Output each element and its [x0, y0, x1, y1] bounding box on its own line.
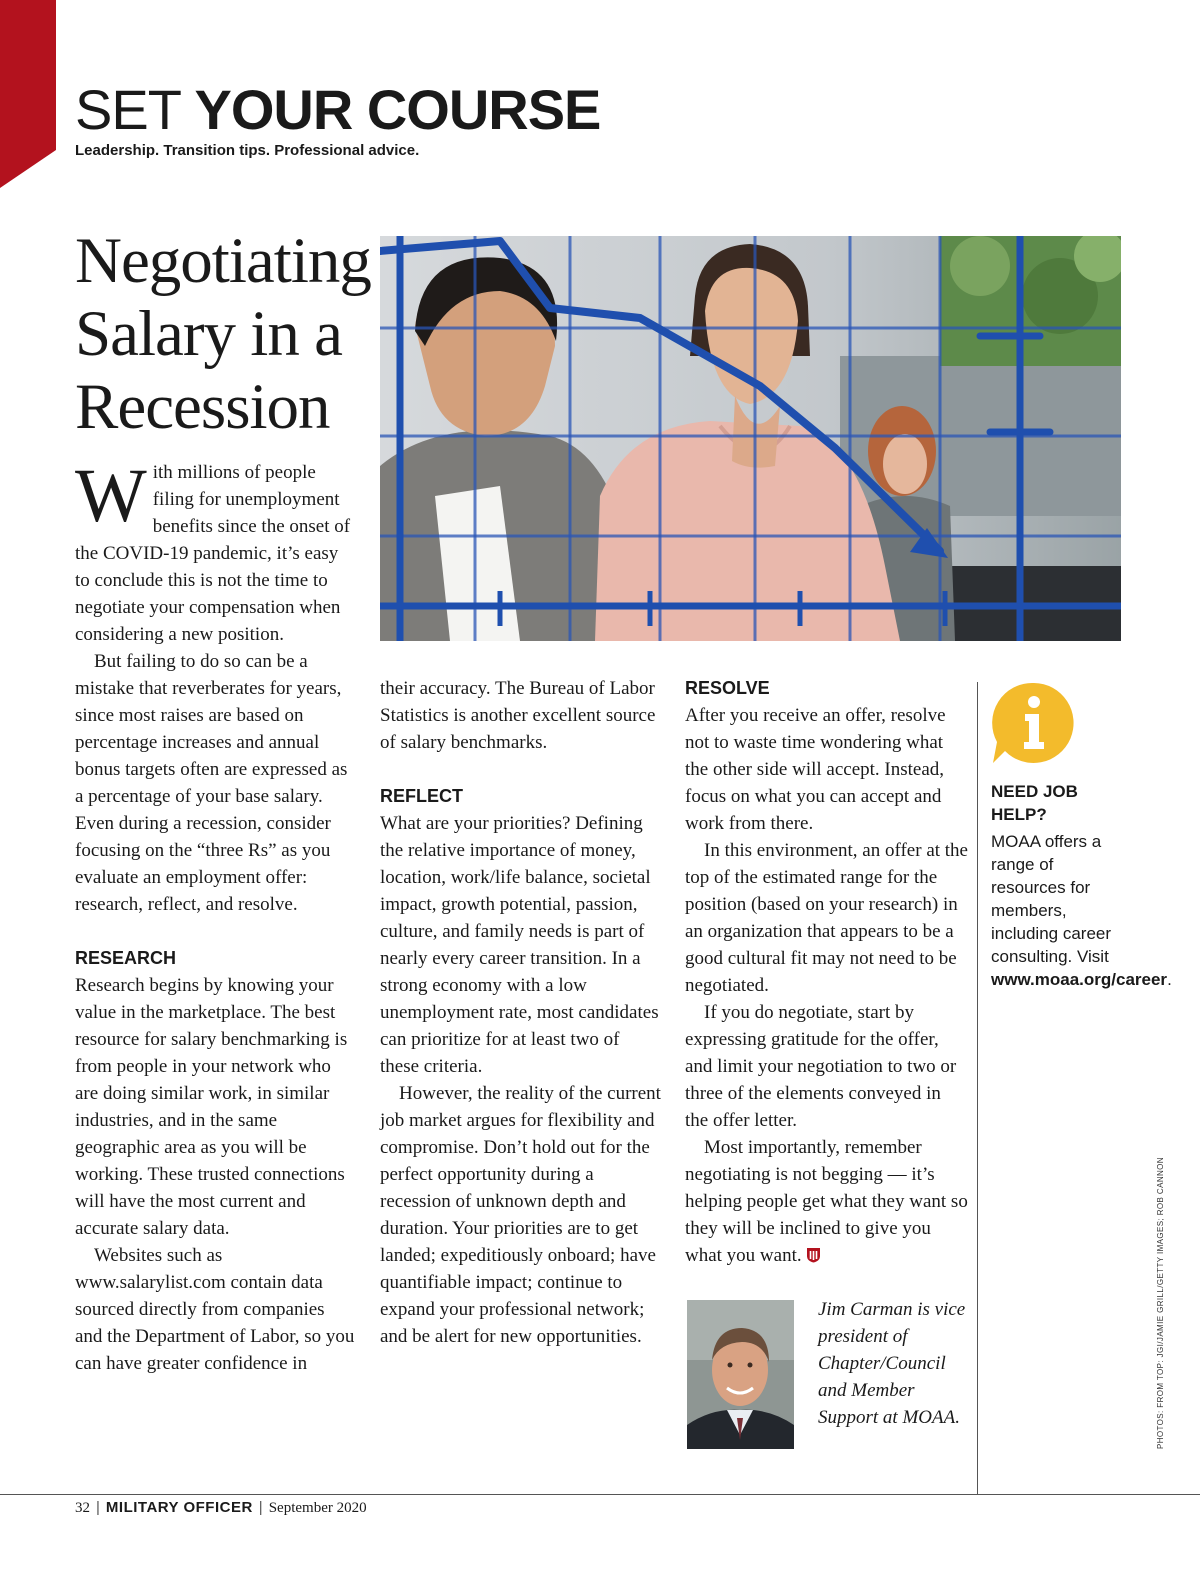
info-icon: [991, 680, 1077, 766]
section-title-light: SET: [75, 78, 180, 141]
sidebar-divider: [977, 682, 978, 1494]
section-subtitle: Leadership. Transition tips. Professional advice.: [75, 142, 420, 159]
sidebar-text: MOAA offers a range of resources for members, including career consulting. Visit: [991, 832, 1112, 966]
office-chart-photo: [380, 236, 1121, 641]
end-mark-icon: [806, 1247, 821, 1263]
intro-text: ith millions of people filing for unemployment benefits since the onset of the COVID-19 pandemic, it’s easy to conclude this is not the time to negotiate your compensation when considering a new position.: [75, 462, 351, 645]
drop-cap: W: [75, 454, 147, 538]
sidebar-body: [991, 830, 1172, 991]
paragraph-resolve-3: If you do negotiate, start by expressing gratitude for the offer, and limit your negotiation to two or three of the elements conveyed in the offer letter.: [685, 1002, 957, 1131]
article-title: Negotiating Salary in a Recession: [75, 225, 371, 443]
photo-illustration: [380, 236, 1121, 641]
career-link[interactable]: www.moaa.org/career: [991, 970, 1168, 989]
article-column-1: [75, 454, 355, 1377]
sidebar-heading: NEED JOB HELP?: [991, 782, 1078, 824]
section-title: [75, 78, 601, 141]
article-column-2: [380, 675, 663, 1350]
paragraph-resolve-4: [685, 1134, 968, 1269]
heading-resolve: RESOLVE: [685, 678, 770, 698]
footer-separator: |: [96, 1499, 100, 1516]
resolve-4-text: Most importantly, remember negotiating is not begging — it’s helping people get what they want so they will be inclined to give you what you want.: [685, 1137, 968, 1266]
heading-reflect: REFLECT: [380, 786, 463, 806]
job-help-sidebar: [991, 680, 1172, 991]
photo-credit: PHOTOS: FROM TOP: JGI/JAMIE GRILL/GETTY IMAGES; ROB CANNON: [1156, 1157, 1165, 1449]
author-bio: Jim Carman is vice president of Chapter/Council and Member Support at MOAA.: [818, 1299, 966, 1428]
article-column-3: [685, 675, 968, 1269]
issue-date: September 2020: [268, 1500, 367, 1516]
section-header: [75, 78, 601, 159]
paragraph-reflect-1: What are your priorities? Defining the relative importance of money, location, work/life balance, societal impact, growth potential, passion, culture, and family needs is part of nearly every career transition. In a strong economy with a low unemployment rate, most candidates can prioritize for at least two of these criteria.: [380, 813, 659, 1077]
paragraph-research-2: Websites such as www.salarylist.com contain data sourced directly from companies and the Department of Labor, so you can have greater confidence in: [75, 1245, 355, 1374]
paragraph-research-1: Research begins by knowing your value in the marketplace. The best resource for salary benchmarking is from people in your network who are doing similar work, in similar industries, and in the same geographic area as you will be working. These trusted connections will have the most current and accurate salary data.: [75, 975, 348, 1239]
section-title-bold: YOUR COURSE: [194, 78, 601, 141]
footer-separator: |: [258, 1499, 263, 1516]
paragraph-failing: But failing to do so can be a mistake that reverberates for years, since most raises are based on percentage increases and annual bonus targets often are expressed as a percentage of your base salary. Even during a recession, consider focusing on the “three Rs” as you evaluate an employment offer: research, reflect, and resolve.: [75, 651, 348, 915]
paragraph-resolve-1: After you receive an offer, resolve not to waste time wondering what the other side will accept. Instead, focus on what you can accept and work from there.: [685, 705, 946, 834]
red-corner-tab: [0, 0, 56, 188]
heading-research: RESEARCH: [75, 948, 177, 968]
magazine-name: MILITARY OFFICER: [105, 1499, 253, 1516]
paragraph-resolve-2: In this environment, an offer at the top of the estimated range for the position (based on your research) in an organization that appears to be a good cultural fit may not need to be negotiated.: [685, 840, 968, 996]
paragraph-accuracy: their accuracy. The Bureau of Labor Statistics is another excellent source of salary benchmarks.: [380, 678, 656, 753]
sidebar-period: .: [1167, 970, 1172, 989]
page-footer: [75, 1497, 367, 1518]
author-headshot: [687, 1300, 794, 1449]
footer-rule: [0, 1494, 1200, 1495]
page-number: 32: [75, 1500, 90, 1516]
intro-paragraph: [75, 454, 355, 648]
paragraph-reflect-2: However, the reality of the current job market argues for flexibility and compromise. Don’t hold out for the perfect opportunity during a recession of unknown depth and duration. Your priorities are to get landed; expeditiously onboard; have quantifiable impact; continue to expand your professional network; and be alert for new opportunities.: [380, 1083, 661, 1347]
